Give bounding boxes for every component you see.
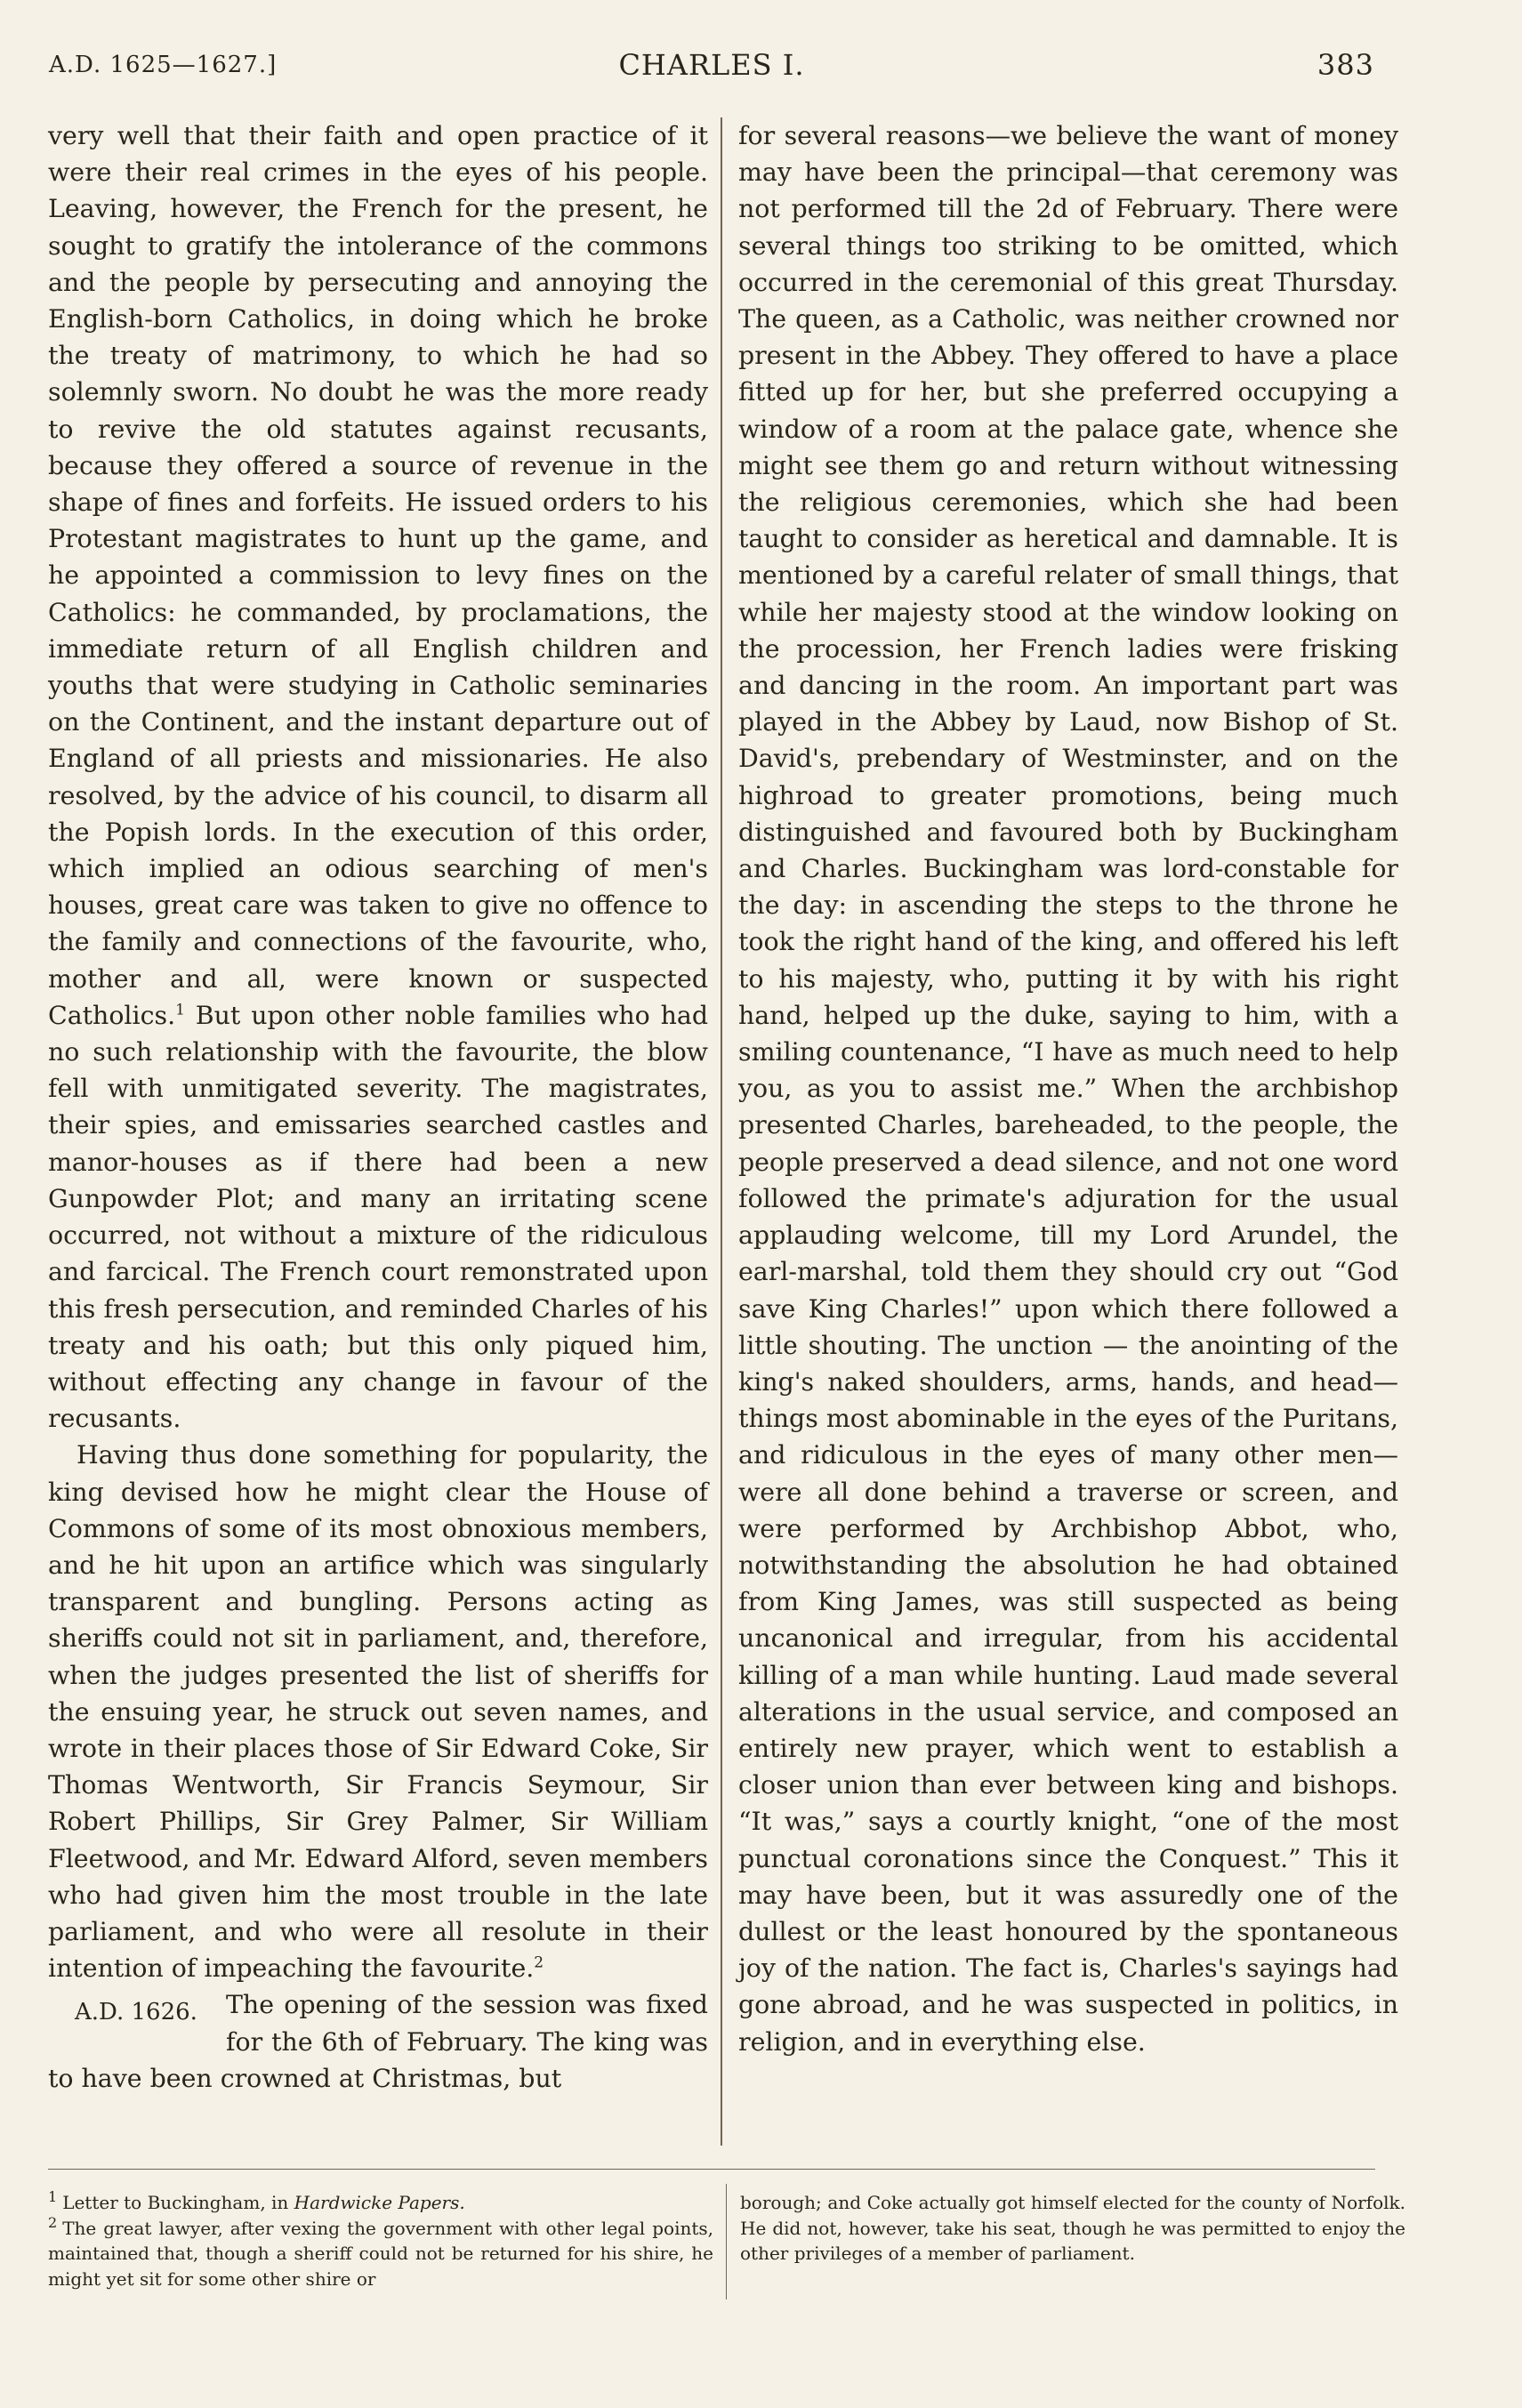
left-paragraph-2 [48,1437,708,1986]
footnote-2-continued: borough; and Coke actually got himself elected for the county of Norfolk. He did not, however, take his seat, though he was permitted to enjoy the other privileges of a member of parliament. [740,2192,1405,2264]
footnotes-right [740,2190,1405,2267]
footnote-ref-1: 1 [175,1001,185,1019]
footnotes-left [48,2190,713,2291]
left-paragraph-1-text: very well that their faith and open practice of it were their real crimes in the eyes of his people. Leaving, however, the French for the present, he sought to gratify the intolerance of the commons and the people by persecuting and annoying the English-born Catholics, in doing which he broke the treaty of matrimony, to which he had so solemnly sworn. No doubt he was the more ready to revive the old statutes against recusants, because they offered a source of revenue in the shape of fines and forfeits. He issued orders to his Protestant magistrates to hunt up the game, and he appointed a commission to levy fines on the Catholics: he commanded, by proclamations, the immediate return of all English children and youths that were studying in Catholic seminaries on the Continent, and the instant departure out of England of all priests and missionaries. He also resolved, by the advice of his council, to disarm all the Popish lords. In the execution of this order, which implied an odious searching of men's houses, great care was taken to give no offence to the family and connections of the favourite, who, mother and all, were known or suspected Catholics. [48,121,708,1030]
page-number: 383 [1317,48,1374,82]
right-paragraph-1: for several reasons—we believe the want of money may have been the principal—that ceremony was not performed till the 2d of February. There were several things too striking to be omitted, which occurred in the ceremonial of this great Thursday. The queen, as a Catholic, was neither crowned nor present in the Abbey. They offered to have a place fitted up for her, but she preferred occupying a window of a room at the palace gate, whence she might see them go and return without witnessing the religious ceremonies, which she had been taught to consider as heretical and damnable. It is mentioned by a careful relater of small things, that while her majesty stood at the window looking on the procession, her French ladies were frisking and dancing in the room. An important part was played in the Abbey by Laud, now Bishop of St. David's, prebendary of Westminster, and on the highroad to greater promotions, being much distinguished and favoured both by Buckingham and Charles. Buckingham was lord-constable for the day: in ascending the steps to the throne he took the right hand of the king, and offered his left to his majesty, who, putting it by with his right hand, helped up the duke, saying to him, with a smiling countenance, “I have as much need to help you, as you to assist me.” When the archbishop presented Charles, bareheaded, to the people, the people preserved a dead silence, and not one word followed the primate's adjuration for the usual applauding welcome, till my Lord Arundel, the earl-marshal, told them they should cry out “God save King Charles!” upon which there followed a little shouting. The unction — the anointing of the king's naked shoulders, arms, hands, and head—things most abominable in the eyes of the Puritans, and ridiculous in the eyes of many other men—were all done behind a traverse or screen, and were performed by Archbishop Abbot, who, notwithstanding the absolution he had obtained from King James, was still suspected as being uncanonical and irregular, from his accidental killing of a man while hunting. Laud made several alterations in the usual service, and composed an entirely new prayer, which went to establish a closer union than ever between king and bishops. “It was,” says a courtly knight, “one of the most punctual coronations since the Conquest.” This it may have been, but it was assuredly one of the dullest or the least honoured by the spontaneous joy of the nation. The fact is, Charles's sayings had gone abroad, and he was suspected in politics, in religion, and in everything else. [738,121,1398,2057]
right-column [738,117,1398,2060]
left-paragraph-1-tail: But upon other noble families who had no such relationship with the favourite, the blow fell with unmitigated severity. The magistrates, their spies, and emissaries searched castles and manor-houses as if there had been a new Gunpowder Plot; and many an irritating scene occurred, not without a mixture of the ridiculous and farcical. The French court remonstrated upon this fresh persecution, and reminded Charles of his treaty and his oath; but this only piqued him, without effecting any change in favour of the recusants. [48,1000,708,1434]
footnote-2-text: The great lawyer, after vexing the government with other legal points, maintained that, though a sheriff could not be returned for his shire, he might yet sit for some other shire or [48,2217,713,2290]
left-column [48,117,708,2097]
left-paragraph-3-text: The opening of the session was fixed for the 6th of February. The king was to have been crowned at Christmas, but [48,1990,708,2093]
column-divider [721,117,722,2146]
left-paragraph-2-text: Having thus done something for popularity, the king devised how he might clear the House of Commons of some of its most obnoxious members, and he hit upon an artifice which was singularly transparent and bungling. Persons acting as sheriffs could not sit in parliament, and, therefore, when the judges presented the list of sheriffs for the ensuing year, he struck out seven names, and wrote in their places those of Sir Edward Coke, Sir Thomas Wentworth, Sir Francis Seymour, Sir Robert Phillips, Sir Grey Palmer, Sir William Fleetwood, and Mr. Edward Alford, seven members who had given him the most trouble in the late parliament, and who were all resolute in their intention of impeaching the favourite. [48,1440,708,1984]
footnote-1 [48,2190,713,2216]
footnote-rule [48,2169,1375,2170]
footnote-1-source: Hardwicke Papers. [294,2192,465,2213]
running-header [49,43,1374,96]
left-paragraph-1 [48,117,708,1437]
left-paragraph-3 [48,1986,708,2097]
footnote-divider [726,2184,727,2299]
footnote-2-mark: 2 [48,2213,58,2231]
footnote-1-text: Letter to Buckingham, in [62,2192,294,2213]
side-year-note: A.D. 1626. [75,1999,197,2026]
footnote-ref-2: 2 [534,1953,544,1972]
header-title: CHARLES I. [618,48,805,82]
header-date-range: A.D. 1625—1627.] [49,52,278,78]
footnote-2 [48,2213,713,2292]
footnote-1-mark: 1 [48,2188,58,2206]
